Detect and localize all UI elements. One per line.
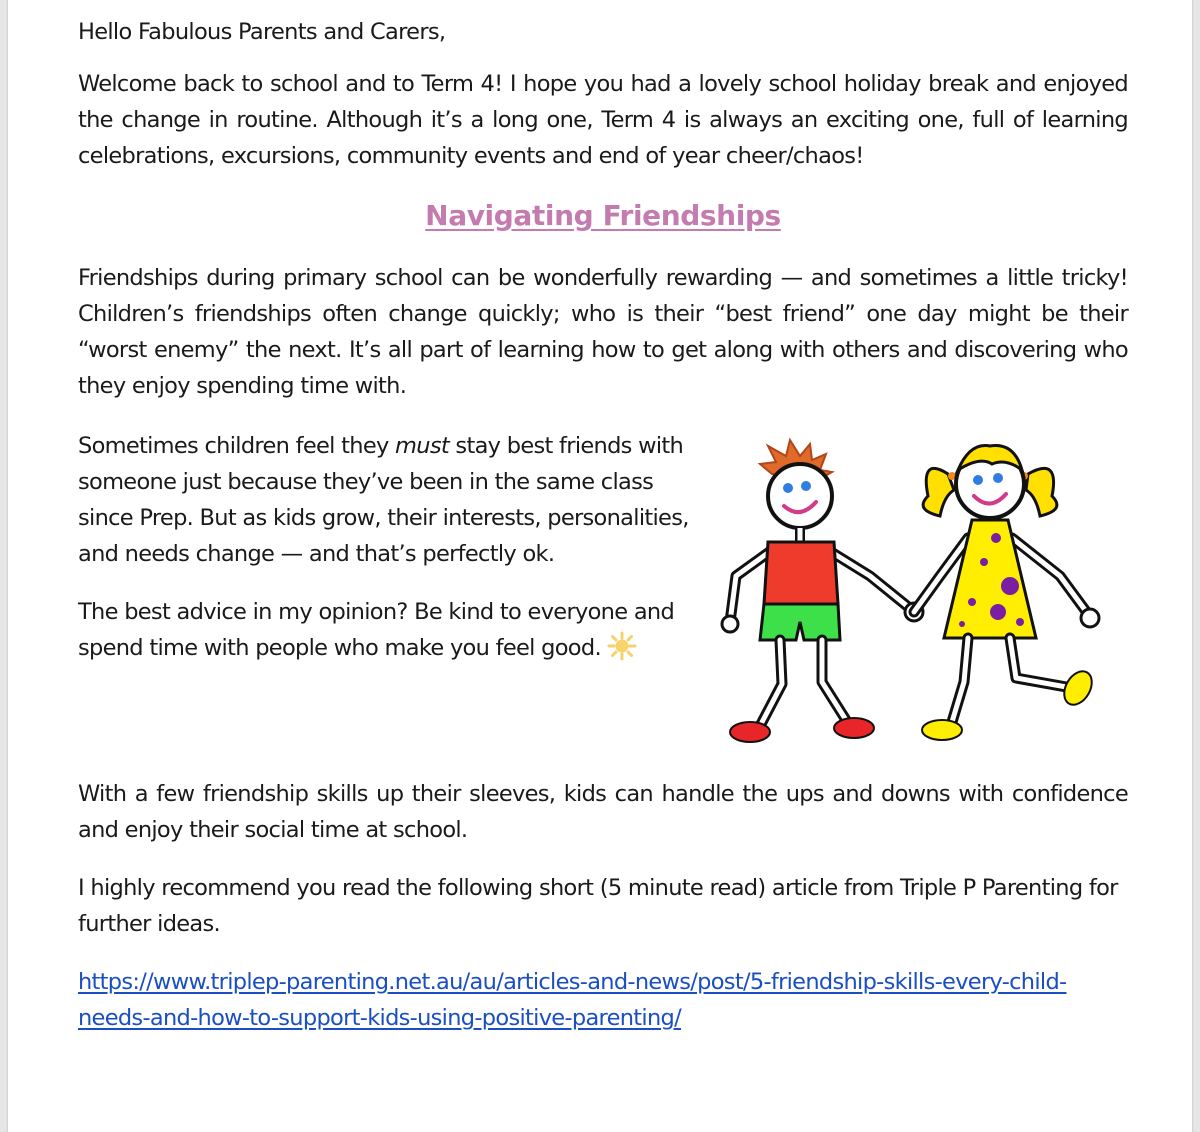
- best-friends-paragraph: [78, 428, 698, 572]
- boy-figure: [722, 440, 912, 742]
- para2-emphasis: must: [395, 433, 449, 459]
- skills-paragraph: With a few friendship skills up their sleeves, kids can handle the ups and downs with confidence and enjoy their social time at school.: [78, 781, 1128, 843]
- letter-body: [78, 14, 1128, 1036]
- text-with-illustration: [78, 428, 1128, 758]
- girl-figure: [914, 446, 1099, 741]
- article-link[interactable]: https://www.triplep-parenting.net.au/au/articles-and-news/post/5-friendship-skills-every-child-needs-and-how-to-support-kids-using-positive-parenting/: [78, 969, 1067, 1031]
- recommendation-paragraph: I highly recommend you read the following short (5 minute read) article from Triple P Parenting for further ideas.: [78, 875, 1118, 937]
- friendship-paragraph: Friendships during primary school can be wonderfully rewarding — and sometimes a little tricky! Children’s friendships often change quickly; who is their “best friend” one day might be their “worst enemy” the next. It’s all part of learning how to get along with others and discovering who they enjoy spending time with.: [78, 265, 1128, 399]
- para2-text: Sometimes children feel they: [78, 433, 396, 459]
- sun-icon: [607, 631, 637, 661]
- children-holding-hands-illustration: [700, 426, 1140, 756]
- document-page: [8, 0, 1192, 1132]
- welcome-paragraph: Welcome back to school and to Term 4! I hope you had a lovely school holiday break and enjoyed the change in routine. Although it’s a long one, Term 4 is always an exciting one, full of learning celebrations, excursions, community events and end of year cheer/chaos!: [78, 71, 1128, 169]
- greeting: Hello Fabulous Parents and Carers,: [78, 19, 446, 45]
- section-heading: [78, 196, 1128, 236]
- link-paragraph: [78, 964, 1128, 1036]
- para2-text-rest: stay best friends with someone just because they’ve been in the same class since Prep. But as kids grow, their interests, personalities, and needs change — and that’s perfectly ok.: [78, 433, 689, 567]
- heading-text: Navigating Friendships: [425, 199, 781, 232]
- advice-text: The best advice in my opinion? Be kind to everyone and spend time with people who make you feel good.: [78, 599, 675, 661]
- advice-paragraph: [78, 594, 698, 666]
